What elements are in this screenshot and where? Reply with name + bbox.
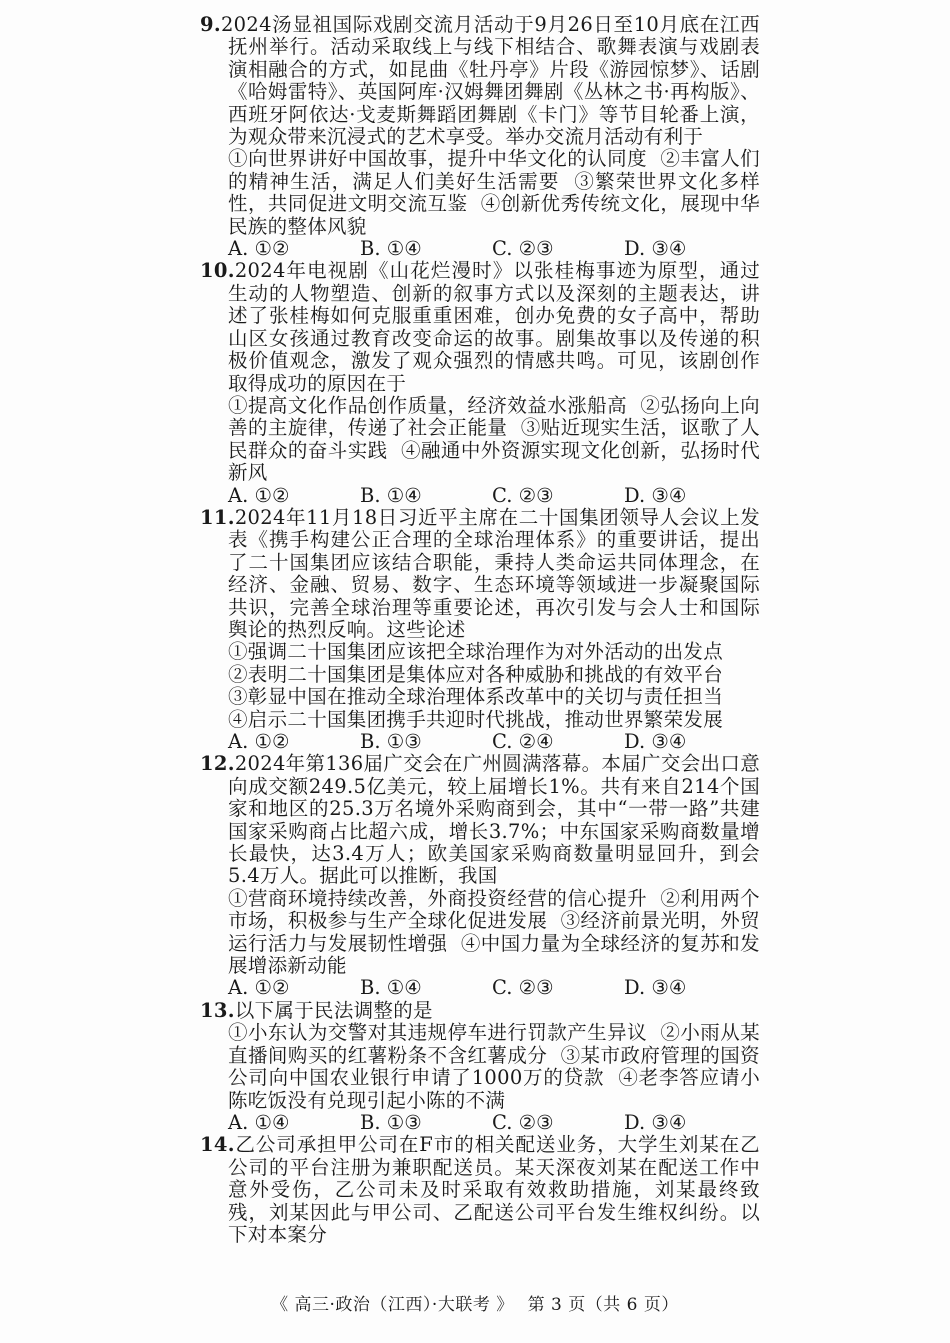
answer-options [200, 238, 760, 260]
question-number: 11. [200, 505, 235, 529]
statement-item: ④中国力量为全球经济的复苏和发展增添新动能 [228, 931, 760, 978]
option-a[interactable]: A. ①④ [228, 1110, 290, 1134]
option-b[interactable]: B. ①④ [360, 976, 422, 1000]
statement-group [200, 148, 760, 238]
question-number: 10. [200, 259, 235, 283]
option-a[interactable]: A. ①② [228, 237, 290, 261]
option-b[interactable]: B. ①③ [360, 1110, 422, 1134]
option-d[interactable]: D. ③④ [624, 730, 687, 753]
statement-item: ①小东认为交警对其违规停车进行罚款产生异议 [228, 1021, 648, 1045]
question-text: 以下属于民法调整的是 [234, 998, 433, 1022]
page-footer [0, 1290, 950, 1315]
option-a[interactable]: A. ①② [228, 976, 290, 1000]
statement-item: ②小雨从某直播间购买的红薯粉条不含红薯成分 [228, 1021, 760, 1067]
answer-options [200, 977, 760, 999]
question-number: 13. [200, 998, 235, 1022]
statement-item: ③某市政府管理的国资公司向中国农业银行申请了1000万的贷款 [228, 1043, 760, 1090]
option-c[interactable]: C. ②③ [492, 1110, 554, 1134]
option-d[interactable]: D. ③④ [624, 976, 687, 1000]
option-d[interactable]: D. ③④ [624, 237, 687, 261]
exam-title: 《 高三·政治（江西）·大联考 》 [271, 1295, 514, 1315]
statement-item: ②弘扬向上向善的主旋律，传递了社会正能量 [228, 393, 760, 440]
option-a[interactable]: A. ①② [228, 483, 290, 507]
answer-options [200, 731, 760, 753]
option-c[interactable]: C. ②③ [492, 976, 554, 1000]
statement-item: ①向世界讲好中国故事，提升中华文化的认同度 [228, 147, 648, 171]
statement-item: ①提高文化作品创作质量，经济效益水涨船高 [228, 393, 628, 417]
statement-item: ②表明二十国集团是集体应对各种威胁和挑战的有效平台 [228, 662, 724, 686]
option-d[interactable]: D. ③④ [624, 1110, 687, 1134]
statement-group [200, 641, 760, 731]
statement-item: ④融通中外资源实现文化创新，弘扬时代新风 [228, 438, 761, 485]
statement-item: ①营商环境持续改善，外商投资经营的信心提升 [228, 886, 648, 910]
question-stem [200, 14, 760, 148]
statement-group [200, 395, 760, 485]
statement-item: ③经济前景光明，外贸运行活力与发展韧性增强 [228, 909, 760, 955]
statement-item: ④启示二十国集团携手共迎时代挑战，推动世界繁荣发展 [228, 707, 724, 731]
question-stem [200, 1000, 760, 1022]
page-number: 第 3 页（共 6 页） [527, 1295, 679, 1315]
statement-item: ④老李答应请小陈吃饭没有兑现引起小陈的不满 [228, 1066, 760, 1112]
option-d[interactable]: D. ③④ [624, 483, 687, 507]
option-c[interactable]: C. ②③ [492, 237, 554, 261]
question-number: 12. [200, 752, 235, 776]
option-b[interactable]: B. ①④ [360, 237, 422, 261]
question-text: 乙公司承担甲公司在F市的相关配送业务，大学生刘某在乙公司的平台注册为兼职配送员。某天深夜刘某在配送工作中意外受伤，乙公司未及时采取有效救助措施，刘某最终致残，刘某因此与甲公司、乙配送公司平台发生维权纠纷。以下对本案分 [228, 1133, 760, 1246]
question-number: 14. [200, 1133, 235, 1157]
option-a[interactable]: A. ①② [228, 730, 290, 753]
statement-item: ②丰富人们的精神生活，满足人们美好生活需要 [228, 147, 760, 193]
question-12 [200, 753, 760, 999]
statement-item: ③彰显中国在推动全球治理体系改革中的关切与责任担当 [228, 685, 724, 709]
answer-options [200, 485, 760, 507]
question-list [200, 14, 760, 1246]
question-number: 9. [200, 13, 221, 36]
statement-group [200, 888, 760, 978]
option-b[interactable]: B. ①③ [360, 730, 422, 753]
question-stem [200, 753, 760, 887]
option-c[interactable]: C. ②④ [492, 730, 554, 753]
statement-item: ③繁荣世界文化多样性，共同促进文明交流互鉴 [228, 169, 760, 216]
option-b[interactable]: B. ①④ [360, 483, 422, 507]
question-13 [200, 1000, 760, 1134]
statement-item: ②利用两个市场，积极参与生产全球化促进发展 [228, 886, 760, 933]
question-stem [200, 1134, 760, 1246]
statement-item: ①强调二十国集团应该把全球治理作为对外活动的出发点 [228, 640, 724, 664]
question-10 [200, 260, 760, 506]
question-14 [200, 1134, 760, 1246]
statement-item: ④创新优秀传统文化，展现中华民族的整体风貌 [228, 192, 760, 238]
statement-group [200, 1022, 760, 1112]
answer-options [200, 1112, 760, 1134]
option-c[interactable]: C. ②③ [492, 483, 554, 507]
question-text: 2024汤显祖国际戏剧交流月活动于9月26日至10月底在江西抚州举行。活动采取线上与线下相结合、歌舞表演与戏剧表演相融合的方式，如昆曲《牡丹亭》片段《游园惊梦》、话剧《哈姆雷特》、英国阿库·汉姆舞团舞剧《丛林之书·再构版》、西班牙阿依达·戈麦斯舞蹈团舞剧《卡门》等节目轮番上演，为观众带来沉浸式的艺术享受。举办交流月活动有利于 [220, 13, 760, 149]
statement-item: ③贴近现实生活，讴歌了人民群众的奋斗实践 [228, 416, 760, 462]
question-stem [200, 507, 760, 641]
question-text: 2024年11月18日习近平主席在二十国集团领导人会议上发表《携手构建公正合理的全球治理体系》的重要讲话，提出了二十国集团应该结合职能，秉持人类命运共同体理念，在经济、金融、贸易、数字、生态环境等领域进一步凝聚国际共识，完善全球治理等重要论述，再次引发与会人士和国际舆论的热烈反响。这些论述 [228, 505, 760, 641]
question-text: 2024年第136届广交会在广州圆满落幕。本届广交会出口意向成交额249.5亿美元，较上届增长1%。共有来自214个国家和地区的25.3万名境外采购商到会，其中“一带一路”共建国家采购商占比超六成，增长3.7%；中东国家采购商数量增长最快，达3.4万人；欧美国家采购商数量明显回升，到会5.4万人。据此可以推断，我国 [228, 752, 760, 888]
question-9 [200, 14, 760, 260]
question-stem [200, 260, 760, 394]
question-11 [200, 507, 760, 753]
question-text: 2024年电视剧《山花烂漫时》以张桂梅事迹为原型，通过生动的人物塑造、创新的叙事方式以及深刻的主题表达，讲述了张桂梅如何克服重重困难，创办免费的女子高中，帮助山区女孩通过教育改变命运的故事。剧集故事以及传递的积极价值观念，激发了观众强烈的情感共鸣。可见，该剧创作取得成功的原因在于 [228, 259, 760, 395]
